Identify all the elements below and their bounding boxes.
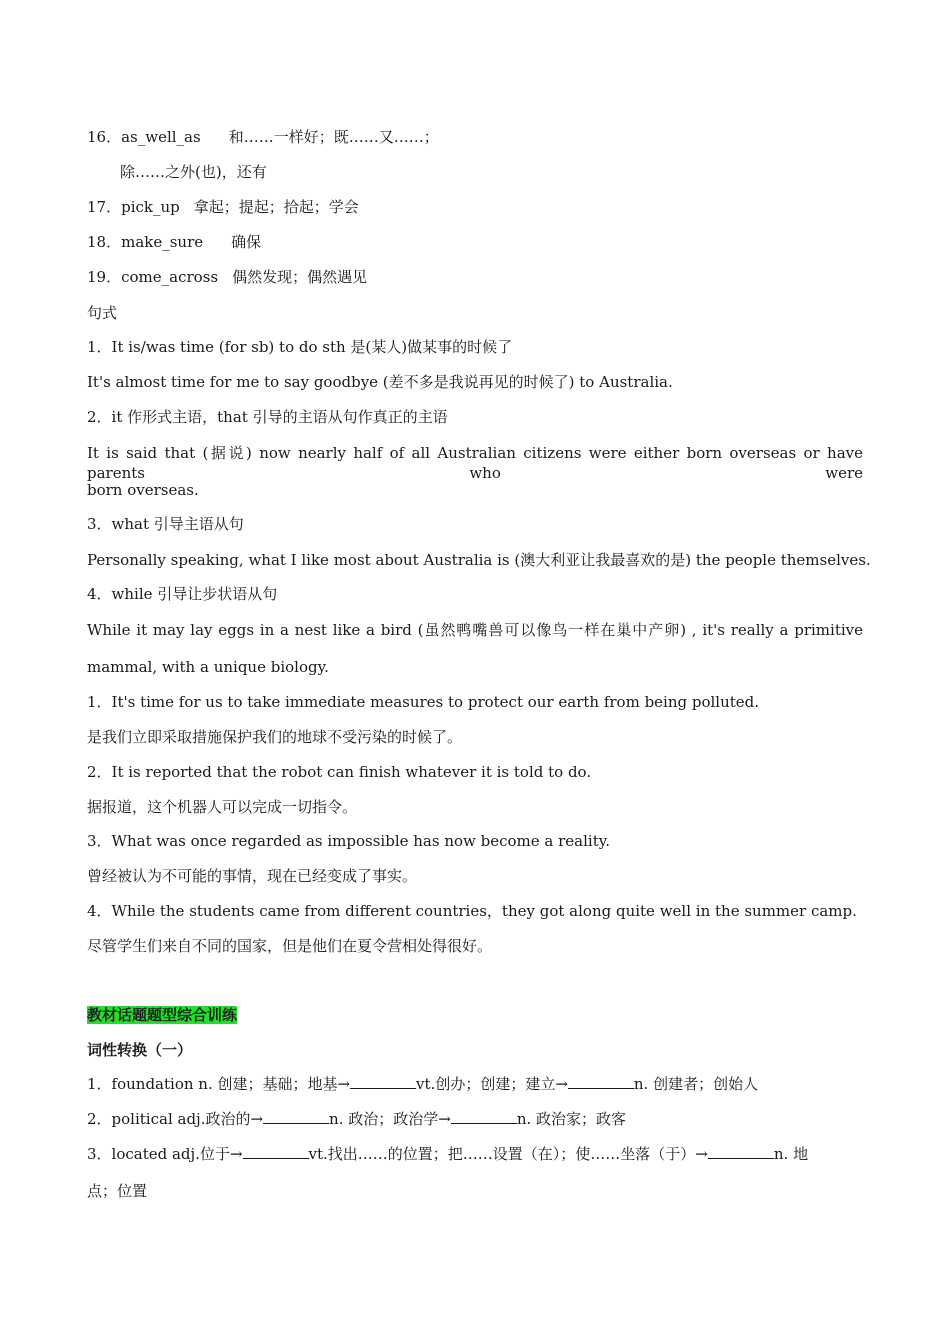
translation-1-en: 1．It's time for us to take immediate measures to protect our earth from being polluted. <box>87 693 760 711</box>
pattern-3-title: 3．what 引导主语从句 <box>87 515 244 533</box>
pattern-4-example-line2: mammal, with a unique biology. <box>87 658 329 676</box>
patterns-heading: 句式 <box>87 304 118 322</box>
exercise-3-cont: 点；位置 <box>87 1182 148 1200</box>
translation-4-zh: 尽管学生们来自不同的国家，但是他们在夏令营相处得很好。 <box>87 937 493 955</box>
translation-2-en: 2．It is reported that the robot can finish whatever it is told to do. <box>87 763 592 781</box>
exercise-2: 2．political adj.政治的→ n. 政治；政治学→ n. 政治家；政客 <box>87 1110 627 1128</box>
answer-blank[interactable] <box>350 1074 416 1089</box>
translation-4-en: 4．While the students came from different countries，they got along quite well in the summer camp. <box>87 902 857 920</box>
section-title-highlight: 教材话题题型综合训练 <box>87 1006 238 1024</box>
translation-3-zh: 曾经被认为不可能的事情，现在已经变成了事实。 <box>87 867 418 885</box>
pattern-2-example-line2: born overseas. <box>87 481 199 499</box>
section-title <box>87 1005 237 1025</box>
phrase-16: 16．as_well_as 和……一样好；既……又……； <box>87 128 439 146</box>
phrase-18: 18．make_sure 确保 <box>87 233 262 251</box>
answer-blank[interactable] <box>451 1109 517 1124</box>
pattern-2-title: 2．it 作形式主语，that 引导的主语从句作真正的主语 <box>87 408 448 426</box>
answer-blank[interactable] <box>568 1074 634 1089</box>
exercise-3: 3．located adj.位于→ vt.找出……的位置；把……设置（在）；使……坐落（于）→ n. 地 <box>87 1145 809 1163</box>
phrase-17: 17．pick_up 拿起；提起；拾起；学会 <box>87 198 359 216</box>
answer-blank[interactable] <box>708 1144 774 1159</box>
pattern-1-title: 1．It is/was time (for sb) to do sth 是(某人)做某事的时候了 <box>87 338 513 356</box>
subsection-title: 词性转换（一） <box>87 1041 193 1059</box>
pattern-4-example-line1: While it may lay eggs in a nest like a bird (虽然鸭嘴兽可以像鸟一样在巢中产卵) , it's really a primitive <box>87 621 863 639</box>
phrase-16-meaning-cont: 除……之外(也)，还有 <box>120 163 267 181</box>
exercise-1: 1．foundation n. 创建；基础；地基→ vt.创办；创建；建立→ n. 创建者；创始人 <box>87 1075 759 1093</box>
pattern-1-example: It's almost time for me to say goodbye (差不多是我说再见的时候了) to Australia. <box>87 373 673 391</box>
phrase-19: 19．come_across 偶然发现；偶然遇见 <box>87 268 368 286</box>
translation-2-zh: 据报道，这个机器人可以完成一切指令。 <box>87 798 358 816</box>
pattern-2-example-line1: It is said that (据说) now nearly half of all Australian citizens were either born overseas or have parents who were <box>87 444 863 482</box>
pattern-3-example: Personally speaking, what I like most about Australia is (澳大利亚让我最喜欢的是) the people themselves. <box>87 551 871 569</box>
answer-blank[interactable] <box>243 1144 309 1159</box>
translation-3-en: 3．What was once regarded as impossible has now become a reality. <box>87 832 610 850</box>
pattern-4-title: 4．while 引导让步状语从句 <box>87 585 278 603</box>
translation-1-zh: 是我们立即采取措施保护我们的地球不受污染的时候了。 <box>87 728 463 746</box>
answer-blank[interactable] <box>263 1109 329 1124</box>
